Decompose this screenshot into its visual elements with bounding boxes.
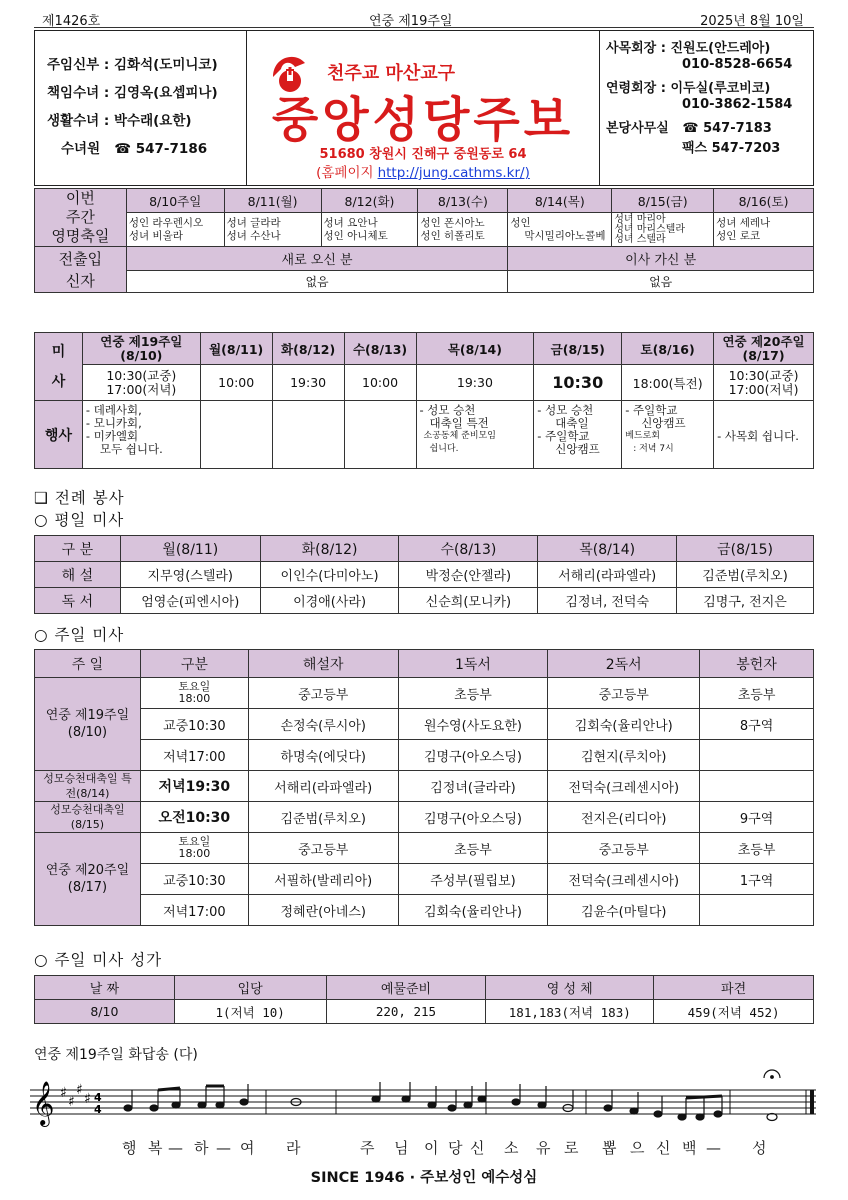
table-row: 교중10:30 손정숙(루시아) 원수영(사도요한) 김회숙(율리안나) 8구역 xyxy=(35,709,814,740)
feast-saints: 성녀 요안나 성인 아니체토 xyxy=(321,213,418,247)
table-header: 월(8/11) xyxy=(120,536,260,562)
table-header: 구 분 xyxy=(35,536,121,562)
svg-text:♯: ♯ xyxy=(84,1091,91,1107)
feast-saints: 성인 라우렌시오 성녀 비울라 xyxy=(126,213,224,247)
lyric-syllable: 하 xyxy=(194,1139,209,1157)
staff-list xyxy=(35,31,247,185)
feast-table xyxy=(34,188,814,293)
feast-day: 8/14(목) xyxy=(508,189,612,213)
mass-day: 화(8/12) xyxy=(272,333,344,365)
masthead-center xyxy=(247,31,599,185)
table-header: 2독서 xyxy=(548,650,700,678)
table-header: 1독서 xyxy=(398,650,548,678)
table-header: 봉헌자 xyxy=(700,650,814,678)
fax: 팩스 547-7203 xyxy=(682,141,781,156)
lyric-syllable: — xyxy=(168,1139,183,1157)
mass-day: 연중 제19주일(8/10) xyxy=(82,333,200,365)
lyric-syllable: 여 xyxy=(240,1139,255,1157)
feast-day: 8/12(화) xyxy=(321,189,418,213)
hymn-table xyxy=(34,975,814,1024)
table-row: 8/10 1(저녁 10) 220, 215 181,183(저녁 183) 459(저녁 452) xyxy=(35,1000,814,1024)
table-header: 주 일 xyxy=(35,650,141,678)
event-cell: - 주일학교 신앙캠프 베드로회 : 저녁 7시 xyxy=(622,401,714,469)
lyric-syllable: 로 xyxy=(564,1139,579,1157)
liturgy-heading: ❑ 전례 봉사 xyxy=(34,489,125,507)
feast-day: 8/10주일 xyxy=(126,189,224,213)
table-header: 날 짜 xyxy=(35,976,175,1000)
lyric-syllable: 복 xyxy=(148,1139,163,1157)
feast-day: 8/15(금) xyxy=(612,189,714,213)
lyric-syllable: — xyxy=(216,1139,231,1157)
sunday-heading: ○ 주일 미사 xyxy=(34,626,125,644)
table-header: 입당 xyxy=(174,976,326,1000)
mass-time: 10:00 xyxy=(344,365,416,401)
feast-saints: 성녀 글라라 성녀 수산나 xyxy=(224,213,321,247)
moved-members-header: 이사 가신 분 xyxy=(508,247,814,271)
lyric-syllable: 유 xyxy=(536,1139,551,1157)
parish-name: 천주교 마산교구 xyxy=(327,63,455,84)
psalm-score xyxy=(30,1068,820,1168)
masthead xyxy=(34,30,814,186)
sunday-mass-table xyxy=(34,649,814,926)
lyric-syllable: 신 xyxy=(470,1139,485,1157)
table-header: 화(8/12) xyxy=(260,536,399,562)
lyric-syllable: 신 xyxy=(656,1139,671,1157)
event-cell: - 성모 승천 대축일 - 주일학교 신앙캠프 xyxy=(534,401,622,469)
table-row: 독 서 엄영순(피엔시아) 이경애(사라) 신순희(모니카) 김정녀, 전덕숙 김명구, 전지은 xyxy=(35,588,814,614)
table-row: 연중 제20주일 (8/17) 토요일 18:00 중고등부 초등부 중고등부 초등부 xyxy=(35,833,814,864)
svg-text:♯: ♯ xyxy=(68,1094,75,1110)
mass-time: 18:00(특전) xyxy=(622,365,714,401)
svg-text:4: 4 xyxy=(94,1103,102,1116)
chair-phone: 010-8528-6654 xyxy=(682,57,793,72)
mass-day: 수(8/13) xyxy=(344,333,416,365)
moved-members-value: 없음 xyxy=(508,271,814,293)
weekday-heading: ○ 평일 미사 xyxy=(34,511,125,529)
issue-date: 2025년 8월 10일 xyxy=(700,14,804,29)
mass-day: 목(8/14) xyxy=(416,333,534,365)
assoc-label: 연령회장 : 이두실(루코비코) xyxy=(606,81,771,96)
mass-day: 연중 제20주일(8/17) xyxy=(714,333,814,365)
mass-time: 19:30 xyxy=(416,365,534,401)
psalm-title: 연중 제19주일 화답송 (다) xyxy=(34,1047,198,1063)
table-row: 성모승천대축일 (8/15) 오전10:30 김준범(루치오) 김명구(아오스딩) 전지은(리디아) 9구역 xyxy=(35,802,814,833)
office-row: 본당사무실 ☎ 547-7183 xyxy=(606,121,772,136)
table-header: 해설자 xyxy=(248,650,398,678)
lyric-syllable: 뽑 xyxy=(602,1139,617,1157)
lyric-syllable: 소 xyxy=(504,1139,519,1157)
event-cell: - 성모 승천 대축일 특전 소공동체 준비모임 쉽니다. xyxy=(416,401,534,469)
footer-motto: SINCE 1946 · 주보성인 예수성심 xyxy=(310,1170,538,1186)
lyric-syllable: — xyxy=(706,1139,721,1157)
svg-text:♯: ♯ xyxy=(60,1085,67,1101)
table-header: 목(8/14) xyxy=(538,536,677,562)
chair-label: 사목회장 : 진원도(안드레아) xyxy=(606,41,771,56)
table-row: 저녁17:00 정혜란(아네스) 김회숙(율리안나) 김윤수(마틸다) xyxy=(35,895,814,926)
lyric-syllable: 성 xyxy=(752,1139,767,1157)
lyric-syllable: 행 xyxy=(122,1139,137,1157)
lyric-syllable: 주 xyxy=(360,1139,375,1157)
address: 51680 창원시 진해구 중원동로 64 xyxy=(319,147,527,162)
feast-saints: 성인 막시밀리아노콜베 xyxy=(508,213,612,247)
divider xyxy=(34,27,814,28)
new-members-header: 새로 오신 분 xyxy=(126,247,508,271)
homepage: (홈페이지 http://jung.cathms.kr/) xyxy=(316,165,530,181)
assoc-phone: 010-3862-1584 xyxy=(682,97,793,112)
table-row: 저녁17:00 하명숙(에딧다) 김명구(아오스딩) 김현지(루치아) xyxy=(35,740,814,771)
lyric-syllable: 백 xyxy=(682,1139,697,1157)
feast-saints: 성인 폰시아노 성인 히폴리토 xyxy=(418,213,508,247)
table-row: 교중10:30 서필하(발레리아) 주성부(필립보) 전덕숙(크레센시아) 1구역 xyxy=(35,864,814,895)
bulletin-title: 중앙성당주보 xyxy=(271,92,575,148)
move-label: 전출입 신자 xyxy=(35,247,127,293)
table-row: 연중 제19주일 (8/10) 토요일 18:00 중고등부 초등부 중고등부 초등부 xyxy=(35,678,814,709)
event-cell xyxy=(200,401,272,469)
feast-day: 8/11(월) xyxy=(224,189,321,213)
table-header: 파견 xyxy=(654,976,814,1000)
staff-row: 생활수녀 : 박수래(요한) xyxy=(47,113,192,129)
event-cell xyxy=(272,401,344,469)
feast-day: 8/13(수) xyxy=(418,189,508,213)
mass-time: 10:00 xyxy=(200,365,272,401)
mass-time: 10:30 xyxy=(534,365,622,401)
feast-day: 8/16(토) xyxy=(714,189,814,213)
table-header: 구분 xyxy=(140,650,248,678)
mass-time: 10:30(교중) 17:00(저녁) xyxy=(82,365,200,401)
mass-schedule xyxy=(34,332,814,469)
feast-saints: 성녀 세레나 성인 로코 xyxy=(714,213,814,247)
mass-time: 19:30 xyxy=(272,365,344,401)
contacts xyxy=(599,31,813,185)
mass-day: 토(8/16) xyxy=(622,333,714,365)
table-header: 영 성 체 xyxy=(486,976,654,1000)
svg-text:4: 4 xyxy=(94,1091,102,1104)
new-members-value: 없음 xyxy=(126,271,508,293)
event-cell: - 데레사회, - 모니카회, - 미카엘회 모두 쉽니다. xyxy=(82,401,200,469)
svg-text:♯: ♯ xyxy=(76,1082,83,1098)
issue-week: 연중 제19주일 xyxy=(369,14,453,29)
event-cell: - 사목회 쉽니다. xyxy=(714,401,814,469)
weekday-mass-table xyxy=(34,535,814,614)
table-header: 수(8/13) xyxy=(399,536,538,562)
feast-saints: 성녀 마리아 성녀 마리스텔라 성녀 스텔라 xyxy=(612,213,714,247)
mass-day: 월(8/11) xyxy=(200,333,272,365)
lyric-syllable: 으 xyxy=(630,1139,645,1157)
feast-label: 이번 주간 영명축일 xyxy=(35,189,127,247)
table-header: 예물준비 xyxy=(326,976,486,1000)
lyric-syllable: 이 xyxy=(424,1139,439,1157)
treble-clef-icon: 𝄞 xyxy=(32,1081,55,1125)
table-row: 성모승천대축일 특전(8/14) 저녁19:30 서해리(라파엘라) 김정녀(글라라) 전덕숙(크레센시아) xyxy=(35,771,814,802)
staff-row: 책임수녀 : 김영옥(요셉피나) xyxy=(47,85,218,101)
issue-line xyxy=(34,6,814,28)
lyric-syllable: 님 xyxy=(394,1139,409,1157)
table-header: 금(8/15) xyxy=(677,536,814,562)
lyric-syllable: 당 xyxy=(448,1139,463,1157)
homepage-link[interactable]: http://jung.cathms.kr/) xyxy=(377,165,530,181)
staff-row: 주임신부 : 김화석(도미니코) xyxy=(47,57,218,73)
mass-day: 금(8/15) xyxy=(534,333,622,365)
table-row: 해 설 지무영(스텔라) 이인수(다미아노) 박정순(안젤라) 서해리(라파엘라) 김준범(루치오) xyxy=(35,562,814,588)
mass-label: 미 사 xyxy=(35,333,83,401)
lyric-syllable: 라 xyxy=(286,1139,301,1157)
mass-time: 10:30(교중) 17:00(저녁) xyxy=(714,365,814,401)
hymn-heading: ○ 주일 미사 성가 xyxy=(34,951,163,969)
issue-number: 제1426호 xyxy=(42,14,101,29)
event-label: 행사 xyxy=(35,401,83,469)
event-cell xyxy=(344,401,416,469)
staff-row: 수녀원 ☎ 547-7186 xyxy=(61,141,208,157)
